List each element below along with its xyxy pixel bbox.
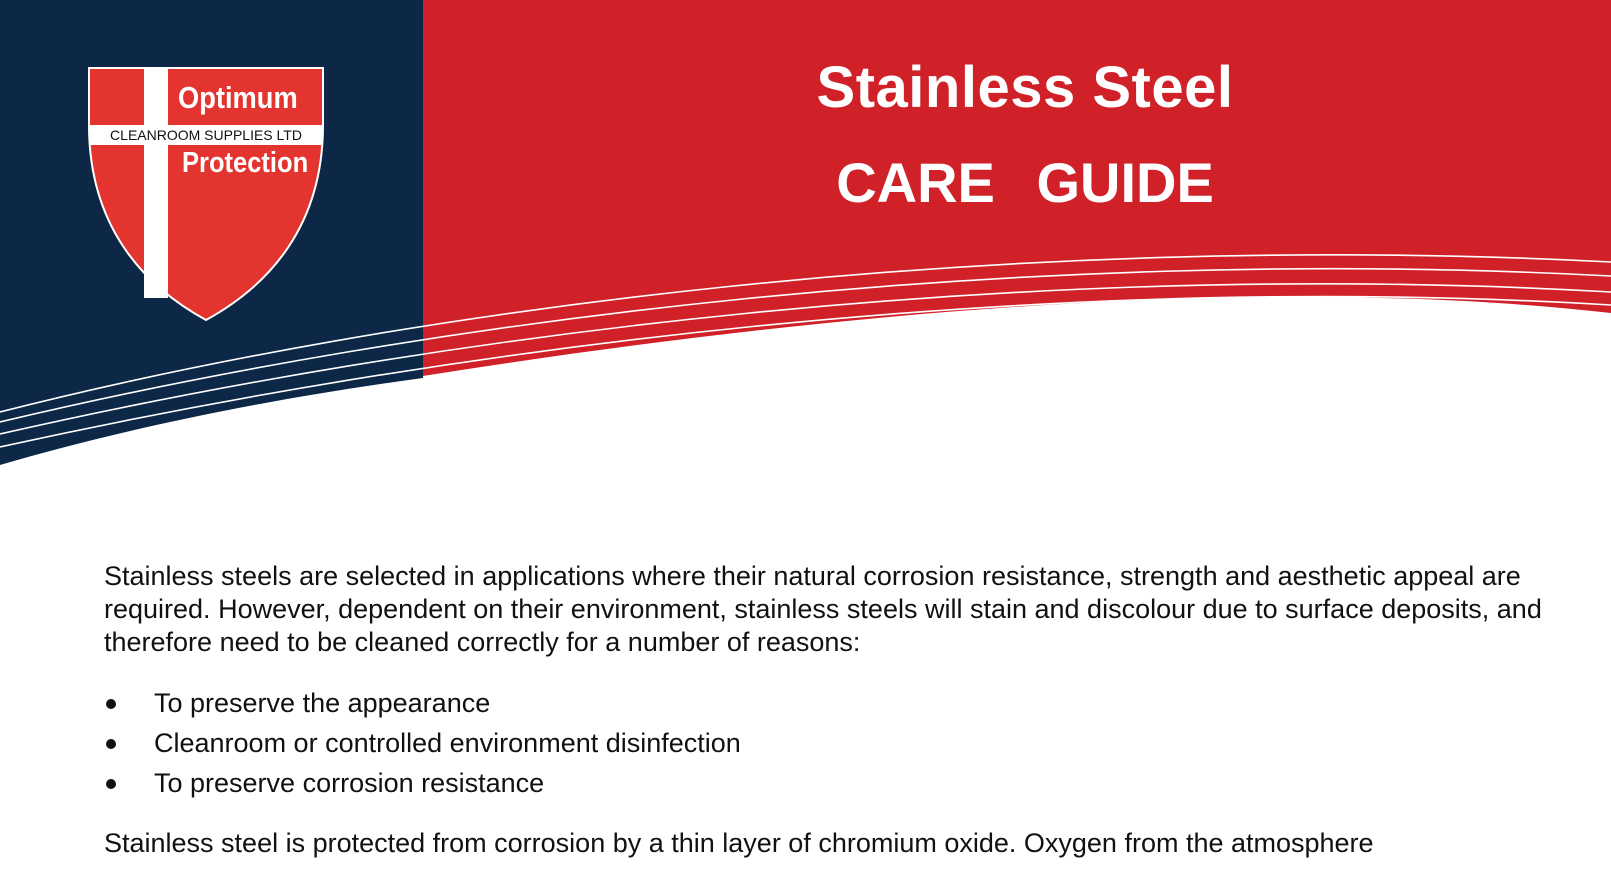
list-item: [104, 723, 1564, 763]
list-item-text: To preserve corrosion resistance: [154, 768, 545, 798]
logo-band-text: CLEANROOM SUPPLIES LTD: [89, 125, 323, 145]
document-title: Stainless Steel: [816, 55, 1234, 120]
reasons-list: [104, 683, 1564, 803]
bullet-icon: [106, 779, 116, 789]
list-item-text: Cleanroom or controlled environment disinfection: [154, 728, 741, 758]
list-item: [104, 683, 1564, 723]
intro-paragraph: Stainless steels are selected in applications where their natural corrosion resistance, strength and aesthetic appeal are required. However, dependent on their environment, stainless steels will stain and discolour due to surface deposits, and therefore need to be cleaned correctly for a number of reasons:: [104, 561, 1542, 657]
document-body: [104, 560, 1564, 860]
logo-word-protection: Protection: [182, 147, 309, 179]
bullet-icon: [106, 699, 116, 709]
list-item-text: To preserve the appearance: [154, 688, 491, 718]
bullet-icon: [106, 739, 116, 749]
corrosion-paragraph: Stainless steel is protected from corrosion by a thin layer of chromium oxide. Oxygen from the atmosphere: [104, 828, 1374, 858]
logo-word-optimum: Optimum: [178, 80, 298, 115]
list-item: [104, 763, 1564, 803]
document-subtitle: CARE GUIDE: [836, 151, 1214, 214]
